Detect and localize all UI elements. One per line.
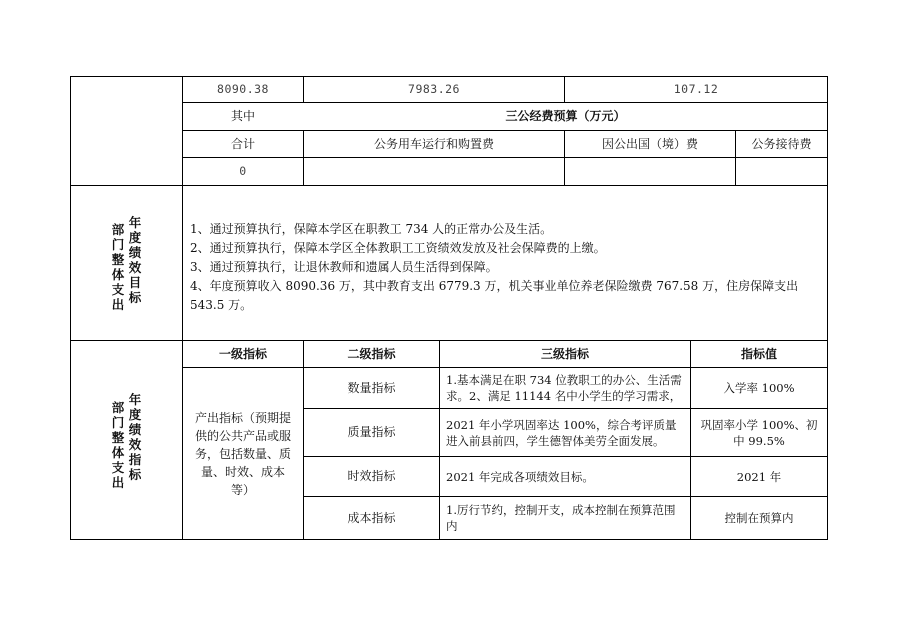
ind-header-level1: 一级指标	[218, 346, 267, 361]
vertical-label-char: 出	[111, 475, 125, 490]
goal-line-4: 4、年度预算收入 8090.36 万，其中教育支出 6779.3 万，机关事业单位养老保险缴费 767.58 万，住房保障支出 543.5 万。	[190, 279, 799, 312]
vertical-label-char: 门	[111, 237, 125, 252]
indicators-label-dept	[110, 400, 126, 490]
budget-project: 107.12	[673, 82, 719, 96]
vertical-label-char: 目	[128, 275, 142, 290]
three-public-title: 三公经费预算（万元）	[505, 109, 626, 123]
ind-row-cost-level3: 1.厉行节约，控制开支，成本控制在预算范围内	[446, 503, 676, 533]
value-reception	[736, 158, 827, 185]
ind-row-cost-level2: 成本指标	[347, 510, 396, 525]
vertical-label-char: 效	[128, 260, 142, 275]
vertical-label-char: 部	[111, 400, 125, 415]
vertical-label-char: 支	[111, 460, 125, 475]
vertical-label-char: 度	[128, 407, 142, 422]
vertical-label-char: 出	[111, 297, 125, 312]
ind-header-level3: 三级指标	[540, 346, 589, 361]
vertical-label-char: 整	[111, 252, 125, 267]
vertical-label-char: 标	[128, 290, 142, 305]
vertical-label-char: 部	[111, 222, 125, 237]
vertical-label-char: 年	[128, 392, 142, 407]
ind-row-quality-value: 巩固率小学 100%、初中 99.5%	[700, 417, 818, 448]
header-abroad: 因公出国（境）费	[601, 136, 698, 151]
ind-header-value: 指标值	[740, 346, 777, 361]
indicators-label-annual	[127, 392, 143, 482]
ind-row-timeliness-level2: 时效指标	[347, 469, 396, 483]
header-vehicle: 公务用车运行和购置费	[373, 136, 494, 151]
header-total: 合计	[230, 136, 255, 151]
among-label: 其中	[230, 109, 255, 123]
vertical-label-char: 绩	[128, 245, 142, 260]
budget-total: 8090.38	[217, 82, 269, 96]
vertical-label-char: 标	[128, 467, 142, 482]
vertical-label-char: 门	[111, 415, 125, 430]
ind-header-level2: 二级指标	[347, 346, 396, 361]
ind-row-timeliness-value: 2021 年	[736, 469, 782, 484]
value-vehicle	[304, 158, 564, 185]
value-total: 0	[239, 164, 247, 178]
vertical-label-char: 绩	[128, 422, 142, 437]
ind-row-quantity-level3: 1.基本满足在职 734 位教职工的办公、生活需求。2、满足 11144 名中小学生的学习需求，	[446, 373, 682, 403]
goals-label-dept	[110, 222, 126, 312]
ind-row-quantity-level2: 数量指标	[347, 380, 396, 395]
goal-line-2: 2、通过预算执行，保障本学区全体教职工工资绩效发放及社会保障费的上缴。	[190, 241, 606, 255]
vertical-label-char: 体	[111, 267, 125, 282]
ind-row-quantity-value: 入学率 100%	[723, 381, 795, 395]
goals-text	[190, 220, 826, 315]
ind-row-quality-level3: 2021 年小学巩固率达 100%，综合考评质量进入前县前四，学生德智体美劳全面发展。	[446, 417, 677, 448]
ind-level1-output: 产出指标（预期提供的公共产品或服务，包括数量、质量、时效、成本等）	[194, 410, 291, 497]
vertical-label-char: 效	[128, 437, 142, 452]
goals-label-annual	[127, 215, 143, 305]
goal-line-3: 3、通过预算执行，让退休教师和遗属人员生活得到保障。	[190, 260, 498, 274]
goal-line-1: 1、通过预算执行，保障本学区在职教工 734 人的正常办公及生活。	[190, 222, 553, 236]
ind-row-cost-value: 控制在预算内	[724, 511, 794, 525]
value-abroad	[565, 158, 735, 185]
vertical-label-char: 度	[128, 230, 142, 245]
ind-row-timeliness-level3: 2021 年完成各项绩效目标。	[446, 469, 594, 484]
vertical-label-char: 体	[111, 445, 125, 460]
ind-row-quality-level2: 质量指标	[347, 425, 396, 439]
budget-basic: 7983.26	[408, 82, 460, 96]
vertical-label-char: 支	[111, 282, 125, 297]
vertical-label-char: 指	[128, 452, 142, 467]
header-reception: 公务接待费	[751, 136, 812, 151]
vertical-label-char: 整	[111, 430, 125, 445]
vertical-label-char: 年	[128, 215, 142, 230]
